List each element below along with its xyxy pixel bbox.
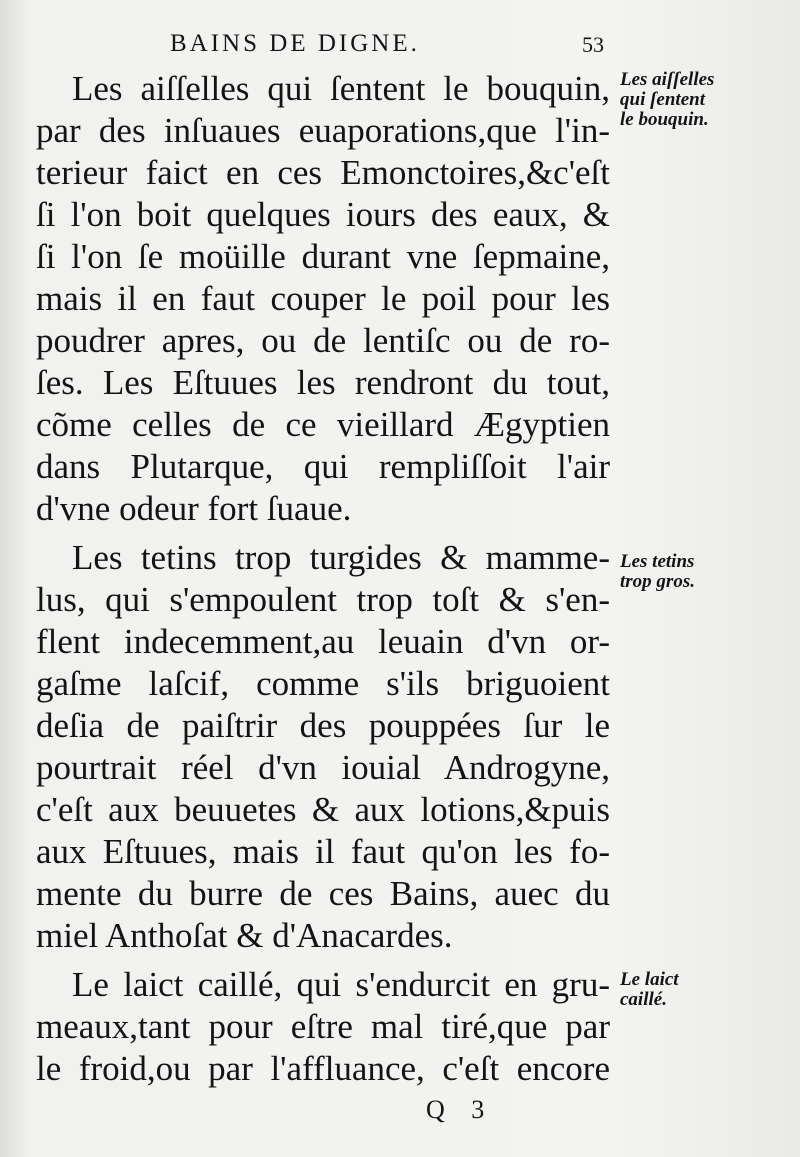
text-line: Le laict caillé, qui s'endurcit en gru- [72,965,610,1004]
margin-note-line: qui ſentent [620,89,705,110]
running-head: BAINS DE DIGNE. [170,30,420,57]
margin-note-line: trop gros. [620,571,695,592]
text-line: gaſme laſcif, comme s'ils briguoient [36,664,610,703]
text-line: ſi l'on boit quelques iours des eaux, & [36,195,610,234]
margin-note-aisselles [620,70,790,130]
margin-note-line: Le laict [620,969,679,990]
text-line: par des inſuaues euaporations,que l'in- [36,111,610,150]
paragraph-aisselles [36,68,610,530]
page-number: 53 [582,32,604,57]
text-line: cõme celles de ce vieillard Ægyptien [36,405,610,444]
text-line: d'vne odeur fort ſuaue. [36,489,352,528]
text-line: poudrer apres, ou de lentiſc ou de ro- [36,321,610,360]
text-line: terieur faict en ces Emonctoires,&c'eſt [36,153,610,192]
text-line: mente du burre de ces Bains, auec du [36,874,610,913]
text-line: flent indecemment,au leuain d'vn or- [36,622,610,661]
margin-note-line: Les tetins [620,551,695,572]
text-line: aux Eſtuues, mais il faut qu'on les fo- [36,832,610,871]
page-header [0,30,800,66]
text-line: deſia de paiſtrir des pouppées ſur le [36,706,610,745]
paragraph-tetins [36,537,610,957]
text-line: Les aiſſelles qui ſentent le bouquin, [72,69,610,108]
paragraph-laict [36,964,610,1090]
margin-note-line: Les aiſſelles [620,69,715,90]
text-line: le froid,ou par l'affluance, c'eſt encore [36,1049,610,1088]
text-line: ſi l'on ſe moüille durant vne ſepmaine, [36,237,610,276]
text-line: Les tetins trop turgides & mamme- [72,538,610,577]
text-line: pourtrait réel d'vn iouial Androgyne, [36,748,610,787]
text-line: c'eſt aux beuuetes & aux lotions,&puis [36,790,610,829]
text-line: mais il en faut couper le poil pour les [36,279,610,318]
text-line: meaux,tant pour eſtre mal tiré,que par [36,1007,610,1046]
text-line: dans Plutarque, qui rempliſſoit l'air [36,447,610,486]
margin-note-line: le bouquin. [620,109,709,130]
margin-note-tetins [620,552,790,592]
signature-mark: Q 3 [426,1095,495,1124]
margin-note-line: caillé. [620,989,667,1010]
text-line: miel Anthoſat & d'Anacardes. [36,916,453,955]
text-line: lus, qui s'empoulent trop toſt & s'en- [36,580,610,619]
margin-note-laict [620,970,790,1010]
text-line: ſes. Les Eſtuues les rendront du tout, [36,363,610,402]
